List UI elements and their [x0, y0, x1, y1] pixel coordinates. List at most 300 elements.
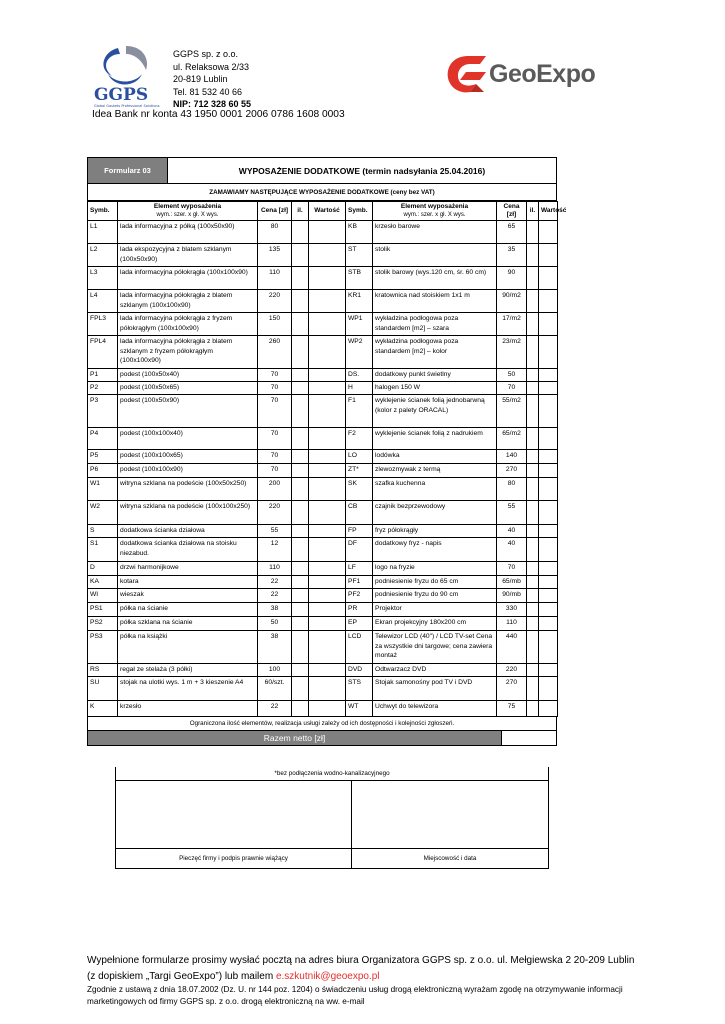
signature-labels — [115, 849, 549, 869]
item-description: regał ze stelaża (3 półki) — [118, 664, 258, 677]
item-description: podest (100x100x40) — [118, 428, 258, 450]
item-symbol: L2 — [88, 244, 118, 267]
col-price: Cena [zł] — [258, 202, 292, 221]
order-form — [87, 157, 567, 746]
item-value-field-right[interactable] — [539, 336, 558, 369]
table-row — [88, 382, 558, 395]
item-symbol: PS1 — [88, 603, 118, 617]
footer-instructions: Wypełnione formularze prosimy wysłać pocztą na adres biura Organizatora GGPS sp. z o.o. ul. Mełgiewska 2 20-209 Lublin — [87, 955, 635, 966]
item-quantity-field[interactable] — [292, 244, 309, 267]
item-symbol: FPL4 — [88, 336, 118, 369]
item-quantity-field[interactable] — [292, 267, 309, 290]
item-price-right: 70 — [497, 562, 527, 576]
item-symbol-right: ZT* — [346, 464, 373, 478]
item-price: 38 — [258, 631, 292, 664]
item-value-field[interactable] — [309, 603, 346, 617]
item-symbol-right: FP — [346, 525, 373, 538]
item-symbol-right: F1 — [346, 395, 373, 428]
item-quantity-field[interactable] — [292, 677, 309, 701]
item-description: podest (100x100x65) — [118, 450, 258, 464]
item-description: półka na ścianie — [118, 603, 258, 617]
item-symbol-right: F2 — [346, 428, 373, 450]
item-price: 70 — [258, 395, 292, 428]
item-quantity-field[interactable] — [292, 290, 309, 313]
item-symbol-right: SK — [346, 478, 373, 501]
col-price-right-1: Cena — [503, 203, 520, 210]
item-value-field[interactable] — [309, 382, 346, 395]
item-price-right: 90/mb — [497, 589, 527, 603]
table-row — [88, 701, 558, 717]
item-symbol: L3 — [88, 267, 118, 290]
item-description: stojak na ulotki wys. 1 m + 3 kieszenie A4 — [118, 677, 258, 701]
item-value-field-right[interactable] — [539, 478, 558, 501]
item-quantity-field[interactable] — [292, 478, 309, 501]
item-value-field[interactable] — [309, 313, 346, 336]
item-value-field-right[interactable] — [539, 244, 558, 267]
table-row — [88, 313, 558, 336]
item-symbol: WI — [88, 589, 118, 603]
item-description-right: szafka kuchenna — [373, 478, 497, 501]
item-description: drzwi harmonijkowe — [118, 562, 258, 576]
item-price: 22 — [258, 589, 292, 603]
item-value-field[interactable] — [309, 395, 346, 428]
item-price-right: 220 — [497, 664, 527, 677]
item-quantity-field-right[interactable] — [527, 395, 539, 428]
item-value-field[interactable] — [309, 221, 346, 244]
item-quantity-field[interactable] — [292, 701, 309, 717]
item-description-right: wykładzina podłogowa poza standardem [m2] – szara — [373, 313, 497, 336]
item-value-field[interactable] — [309, 701, 346, 717]
item-value-field[interactable] — [309, 576, 346, 589]
item-quantity-field[interactable] — [292, 382, 309, 395]
item-value-field-right[interactable] — [539, 501, 558, 525]
item-price: 220 — [258, 290, 292, 313]
item-description-right: zlewozmywak z termą — [373, 464, 497, 478]
item-price: 200 — [258, 478, 292, 501]
item-value-field-right[interactable] — [539, 631, 558, 664]
item-quantity-field[interactable] — [292, 617, 309, 631]
item-price: 110 — [258, 267, 292, 290]
item-price: 12 — [258, 538, 292, 562]
item-description: półka na książki — [118, 631, 258, 664]
item-quantity-field[interactable] — [292, 603, 309, 617]
item-value-field[interactable] — [309, 428, 346, 450]
item-symbol-right: PF1 — [346, 576, 373, 589]
signature-section — [115, 767, 549, 869]
item-symbol-right: KB — [346, 221, 373, 244]
item-symbol: P6 — [88, 464, 118, 478]
col-price-right — [497, 202, 527, 221]
item-symbol: S — [88, 525, 118, 538]
company-city: 20-819 Lublin — [173, 74, 228, 85]
col-value: Wartość — [309, 202, 346, 221]
item-symbol: P4 — [88, 428, 118, 450]
stamp-label: Pieczęć firmy i podpis prawnie wiążący — [116, 849, 352, 868]
item-price-right: 65 — [497, 221, 527, 244]
item-price-right: 55 — [497, 501, 527, 525]
item-price: 70 — [258, 464, 292, 478]
item-quantity-field-right[interactable] — [527, 290, 539, 313]
item-price: 60/szt. — [258, 677, 292, 701]
item-price-right: 40 — [497, 525, 527, 538]
item-description-right: halogen 150 W — [373, 382, 497, 395]
item-symbol-right: STS — [346, 677, 373, 701]
item-value-field[interactable] — [309, 450, 346, 464]
table-row — [88, 562, 558, 576]
item-description-right: podniesienie fryzu do 65 cm — [373, 576, 497, 589]
item-description: dodatkowa ścianka działowa — [118, 525, 258, 538]
table-row — [88, 589, 558, 603]
item-description: lada informacyjna półokrągła z blatem szklanym (100x100x90) — [118, 290, 258, 313]
table-row — [88, 617, 558, 631]
item-quantity-field[interactable] — [292, 538, 309, 562]
table-row — [88, 244, 558, 267]
item-price-right: 270 — [497, 677, 527, 701]
table-row — [88, 336, 558, 369]
item-quantity-field-right[interactable] — [527, 267, 539, 290]
item-description-right: logo na fryzie — [373, 562, 497, 576]
item-value-field-right[interactable] — [539, 589, 558, 603]
item-price-right: 90/m2 — [497, 290, 527, 313]
item-quantity-field-right[interactable] — [527, 617, 539, 631]
item-quantity-field-right[interactable] — [527, 603, 539, 617]
item-symbol-right: DF — [346, 538, 373, 562]
item-price: 50 — [258, 617, 292, 631]
item-symbol: P2 — [88, 382, 118, 395]
item-value-field[interactable] — [309, 501, 346, 525]
company-nip: NIP: 712 328 60 55 — [173, 99, 252, 110]
item-symbol: SU — [88, 677, 118, 701]
footer-email-link[interactable]: e.szkutnik@geoexpo.pl — [275, 970, 380, 982]
table-row — [88, 221, 558, 244]
item-quantity-field-right[interactable] — [527, 538, 539, 562]
item-value-field-right[interactable] — [539, 382, 558, 395]
col-element-label: Element wyposażenia — [153, 203, 222, 210]
bank-account: Idea Bank nr konta 43 1950 0001 2006 0786 1608 0003 — [92, 109, 345, 120]
table-row — [88, 677, 558, 701]
item-symbol: W2 — [88, 501, 118, 525]
item-quantity-field-right[interactable] — [527, 525, 539, 538]
item-description: witryna szklana na podeście (100x100x250) — [118, 501, 258, 525]
table-row — [88, 428, 558, 450]
ggps-logo-tagline: Global Gaskets Professional Solutions — [94, 104, 160, 108]
netto-row — [87, 731, 557, 746]
item-value-field[interactable] — [309, 290, 346, 313]
item-quantity-field-right[interactable] — [527, 576, 539, 589]
item-quantity-field-right[interactable] — [527, 677, 539, 701]
place-date-field[interactable] — [352, 781, 548, 848]
item-symbol-right: WP1 — [346, 313, 373, 336]
table-row — [88, 369, 558, 382]
item-description: podest (100x50x90) — [118, 395, 258, 428]
item-quantity-field-right[interactable] — [527, 701, 539, 717]
item-quantity-field[interactable] — [292, 336, 309, 369]
item-price-right: 80 — [497, 478, 527, 501]
item-description-right: czajnik bezprzewodowy — [373, 501, 497, 525]
item-quantity-field-right[interactable] — [527, 428, 539, 450]
item-symbol: PS3 — [88, 631, 118, 664]
item-value-field[interactable] — [309, 631, 346, 664]
item-description: wieszak — [118, 589, 258, 603]
col-element-right — [373, 202, 497, 221]
item-quantity-field[interactable] — [292, 589, 309, 603]
item-description-right: podniesienie fryzu do 90 cm — [373, 589, 497, 603]
item-symbol-right: EP — [346, 617, 373, 631]
item-description-right: wyklejenie ścianek folią jednobarwną (kolor z palety ORACAL) — [373, 395, 497, 428]
item-value-field[interactable] — [309, 478, 346, 501]
item-value-field[interactable] — [309, 267, 346, 290]
item-price: 38 — [258, 603, 292, 617]
item-quantity-field[interactable] — [292, 221, 309, 244]
item-description-right: dodatkowy punkt świetlny — [373, 369, 497, 382]
item-value-field[interactable] — [309, 244, 346, 267]
item-description-right: Ekran projekcyjny 180x200 cm — [373, 617, 497, 631]
item-quantity-field[interactable] — [292, 313, 309, 336]
ggps-logo-text: GGPS — [94, 85, 149, 105]
item-symbol-right: LO — [346, 450, 373, 464]
item-quantity-field-right[interactable] — [527, 631, 539, 664]
item-value-field-right[interactable] — [539, 576, 558, 589]
item-description-right: lodówka — [373, 450, 497, 464]
item-value-field-right[interactable] — [539, 313, 558, 336]
item-symbol: PS2 — [88, 617, 118, 631]
item-quantity-field-right[interactable] — [527, 478, 539, 501]
table-body — [88, 221, 558, 717]
item-value-field[interactable] — [309, 464, 346, 478]
item-description: podest (100x100x90) — [118, 464, 258, 478]
table-row — [88, 501, 558, 525]
item-value-field[interactable] — [309, 589, 346, 603]
item-price-right: 17/m2 — [497, 313, 527, 336]
item-symbol: KA — [88, 576, 118, 589]
item-quantity-field[interactable] — [292, 464, 309, 478]
item-value-field[interactable] — [309, 525, 346, 538]
col-symb: Symb. — [88, 202, 118, 221]
item-quantity-field[interactable] — [292, 525, 309, 538]
item-description-right: fryz półokrągły — [373, 525, 497, 538]
item-description-right: krzesło barowe — [373, 221, 497, 244]
item-description-right: kratownica nad stoiskiem 1x1 m — [373, 290, 497, 313]
item-value-field-right[interactable] — [539, 617, 558, 631]
item-quantity-field[interactable] — [292, 576, 309, 589]
footer-email-line — [87, 969, 647, 985]
footer-email-prefix: (z dopiskiem „Targi GeoExpo”) lub mailem — [87, 970, 276, 982]
item-value-field-right[interactable] — [539, 221, 558, 244]
item-price: 22 — [258, 576, 292, 589]
table-row — [88, 631, 558, 664]
netto-value-field[interactable] — [502, 731, 557, 746]
netto-label: Razem netto [zł] — [87, 731, 502, 746]
item-symbol: P1 — [88, 369, 118, 382]
item-price: 260 — [258, 336, 292, 369]
table-row — [88, 664, 558, 677]
item-description-right: Telewizor LCD (40") / LCD TV-set Cena za wszystkie dni targowe; cena zawiera montaż — [373, 631, 497, 664]
item-symbol: K — [88, 701, 118, 717]
col-element-sub: wym.: szer. x gł. X wys. — [156, 212, 219, 218]
geoexpo-logo-text: GeoExpo — [489, 60, 596, 88]
footer — [87, 953, 647, 1008]
item-quantity-field-right[interactable] — [527, 221, 539, 244]
item-symbol: FPL3 — [88, 313, 118, 336]
item-quantity-field[interactable] — [292, 428, 309, 450]
item-quantity-field-right[interactable] — [527, 369, 539, 382]
item-quantity-field[interactable] — [292, 562, 309, 576]
item-quantity-field[interactable] — [292, 501, 309, 525]
item-symbol-right: LF — [346, 562, 373, 576]
item-value-field-right[interactable] — [539, 603, 558, 617]
item-description: lada informacyjna z półką (100x50x90) — [118, 221, 258, 244]
item-value-field[interactable] — [309, 369, 346, 382]
col-qty: il. — [292, 202, 309, 221]
item-price: 100 — [258, 664, 292, 677]
item-quantity-field-right[interactable] — [527, 382, 539, 395]
item-symbol-right: PR — [346, 603, 373, 617]
item-price: 80 — [258, 221, 292, 244]
item-value-field-right[interactable] — [539, 525, 558, 538]
item-price: 70 — [258, 428, 292, 450]
signature-boxes — [115, 781, 549, 849]
item-price-right: 330 — [497, 603, 527, 617]
water-note: *bez podłączenia wodno-kanalizacyjnego — [115, 767, 549, 781]
col-element — [118, 202, 258, 221]
item-value-field-right[interactable] — [539, 267, 558, 290]
table-row — [88, 538, 558, 562]
item-symbol: S1 — [88, 538, 118, 562]
item-symbol-right: DVD — [346, 664, 373, 677]
item-quantity-field[interactable] — [292, 450, 309, 464]
item-value-field-right[interactable] — [539, 562, 558, 576]
item-description: dodatkowa ścianka działowa na stoisku niezabud. — [118, 538, 258, 562]
item-symbol-right: LCD — [346, 631, 373, 664]
item-price: 55 — [258, 525, 292, 538]
limit-note: Ograniczona ilość elementów, realizacja usługi zależy od ich dostępności i kolejności zgłoszeń. — [87, 717, 557, 731]
item-description-right: Stojak samonośny pod TV i DVD — [373, 677, 497, 701]
item-quantity-field[interactable] — [292, 631, 309, 664]
item-description: podest (100x50x65) — [118, 382, 258, 395]
col-symb-right: Symb. — [346, 202, 373, 221]
col-value-right: Wartość — [539, 202, 558, 221]
item-quantity-field-right[interactable] — [527, 450, 539, 464]
col-qty-right: il. — [527, 202, 539, 221]
item-value-field-right[interactable] — [539, 464, 558, 478]
item-symbol: RS — [88, 664, 118, 677]
item-quantity-field-right[interactable] — [527, 336, 539, 369]
item-symbol: P3 — [88, 395, 118, 428]
table-row — [88, 450, 558, 464]
item-quantity-field[interactable] — [292, 369, 309, 382]
item-value-field[interactable] — [309, 677, 346, 701]
item-price: 22 — [258, 701, 292, 717]
item-symbol-right: WT — [346, 701, 373, 717]
item-description: kotara — [118, 576, 258, 589]
item-value-field[interactable] — [309, 664, 346, 677]
item-value-field[interactable] — [309, 562, 346, 576]
item-description-right: wykładzina podłogowa poza standardem [m2] – kolor — [373, 336, 497, 369]
item-value-field[interactable] — [309, 336, 346, 369]
item-price-right: 65/m2 — [497, 428, 527, 450]
item-price-right: 35 — [497, 244, 527, 267]
company-address — [173, 48, 251, 111]
form-title: WYPOSAŻENIE DODATKOWE (termin nadsyłania 25.04.2016) — [238, 165, 486, 176]
table-row — [88, 267, 558, 290]
item-description-right: Projektor — [373, 603, 497, 617]
item-price: 70 — [258, 369, 292, 382]
item-value-field-right[interactable] — [539, 664, 558, 677]
item-value-field[interactable] — [309, 617, 346, 631]
item-symbol-right: KR1 — [346, 290, 373, 313]
item-description-right: wyklejenie ścianek folią z nadrukiem — [373, 428, 497, 450]
company-street: ul. Relaksowa 2/33 — [173, 61, 250, 72]
item-value-field[interactable] — [309, 538, 346, 562]
item-description: krzesło — [118, 701, 258, 717]
item-symbol: D — [88, 562, 118, 576]
item-description: witryna szklana na podeście (100x50x250) — [118, 478, 258, 501]
form-number: Formularz 03 — [88, 158, 168, 183]
item-quantity-field-right[interactable] — [527, 464, 539, 478]
item-description-right: Uchwyt do telewizora — [373, 701, 497, 717]
item-value-field-right[interactable] — [539, 290, 558, 313]
item-description: lada ekspozycyjna z blatem szklanym (100x50x90) — [118, 244, 258, 267]
item-value-field-right[interactable] — [539, 701, 558, 717]
item-description-right: stolik barowy (wys.120 cm, śr. 60 cm) — [373, 267, 497, 290]
item-quantity-field-right[interactable] — [527, 589, 539, 603]
item-description: lada informacyjna półokrągła z fryzem półokrągłym (100x100x90) — [118, 313, 258, 336]
item-value-field-right[interactable] — [539, 450, 558, 464]
item-quantity-field-right[interactable] — [527, 501, 539, 525]
company-phone: Tel. 81 532 40 66 — [173, 86, 243, 97]
stamp-field[interactable] — [116, 781, 352, 848]
item-value-field-right[interactable] — [539, 395, 558, 428]
item-price-right: 440 — [497, 631, 527, 664]
item-description-right: stolik — [373, 244, 497, 267]
table-row — [88, 464, 558, 478]
item-quantity-field-right[interactable] — [527, 562, 539, 576]
item-price: 135 — [258, 244, 292, 267]
item-price: 110 — [258, 562, 292, 576]
item-value-field-right[interactable] — [539, 538, 558, 562]
col-element-label-right: Element wyposażenia — [400, 203, 469, 210]
item-value-field-right[interactable] — [539, 369, 558, 382]
item-quantity-field-right[interactable] — [527, 244, 539, 267]
item-price-right: 55/m2 — [497, 395, 527, 428]
place-date-label: Miejscowość i data — [423, 855, 477, 862]
table-row — [88, 525, 558, 538]
item-symbol: W1 — [88, 478, 118, 501]
item-quantity-field[interactable] — [292, 395, 309, 428]
item-symbol-right: DS. — [346, 369, 373, 382]
form-subtitle: ZAMAWIAMY NASTĘPUJĄCE WYPOSAŻENIE DODATKOWE (ceny bez VAT) — [87, 184, 557, 201]
item-description: lada informacyjna półokrągła (100x100x90) — [118, 267, 258, 290]
table-row — [88, 395, 558, 428]
item-price-right: 270 — [497, 464, 527, 478]
item-quantity-field[interactable] — [292, 664, 309, 677]
item-quantity-field-right[interactable] — [527, 313, 539, 336]
form-header — [87, 157, 557, 184]
item-price-right: 23/m2 — [497, 336, 527, 369]
item-price-right: 40 — [497, 538, 527, 562]
equipment-table — [87, 201, 567, 717]
col-price-right-2: [zł] — [506, 211, 517, 218]
item-price-right: 75 — [497, 701, 527, 717]
item-value-field-right[interactable] — [539, 428, 558, 450]
table-header-row — [88, 202, 558, 221]
ggps-logo — [90, 44, 168, 108]
item-value-field-right[interactable] — [539, 677, 558, 701]
item-symbol: L4 — [88, 290, 118, 313]
table-row — [88, 290, 558, 313]
item-price: 70 — [258, 450, 292, 464]
item-quantity-field-right[interactable] — [527, 664, 539, 677]
